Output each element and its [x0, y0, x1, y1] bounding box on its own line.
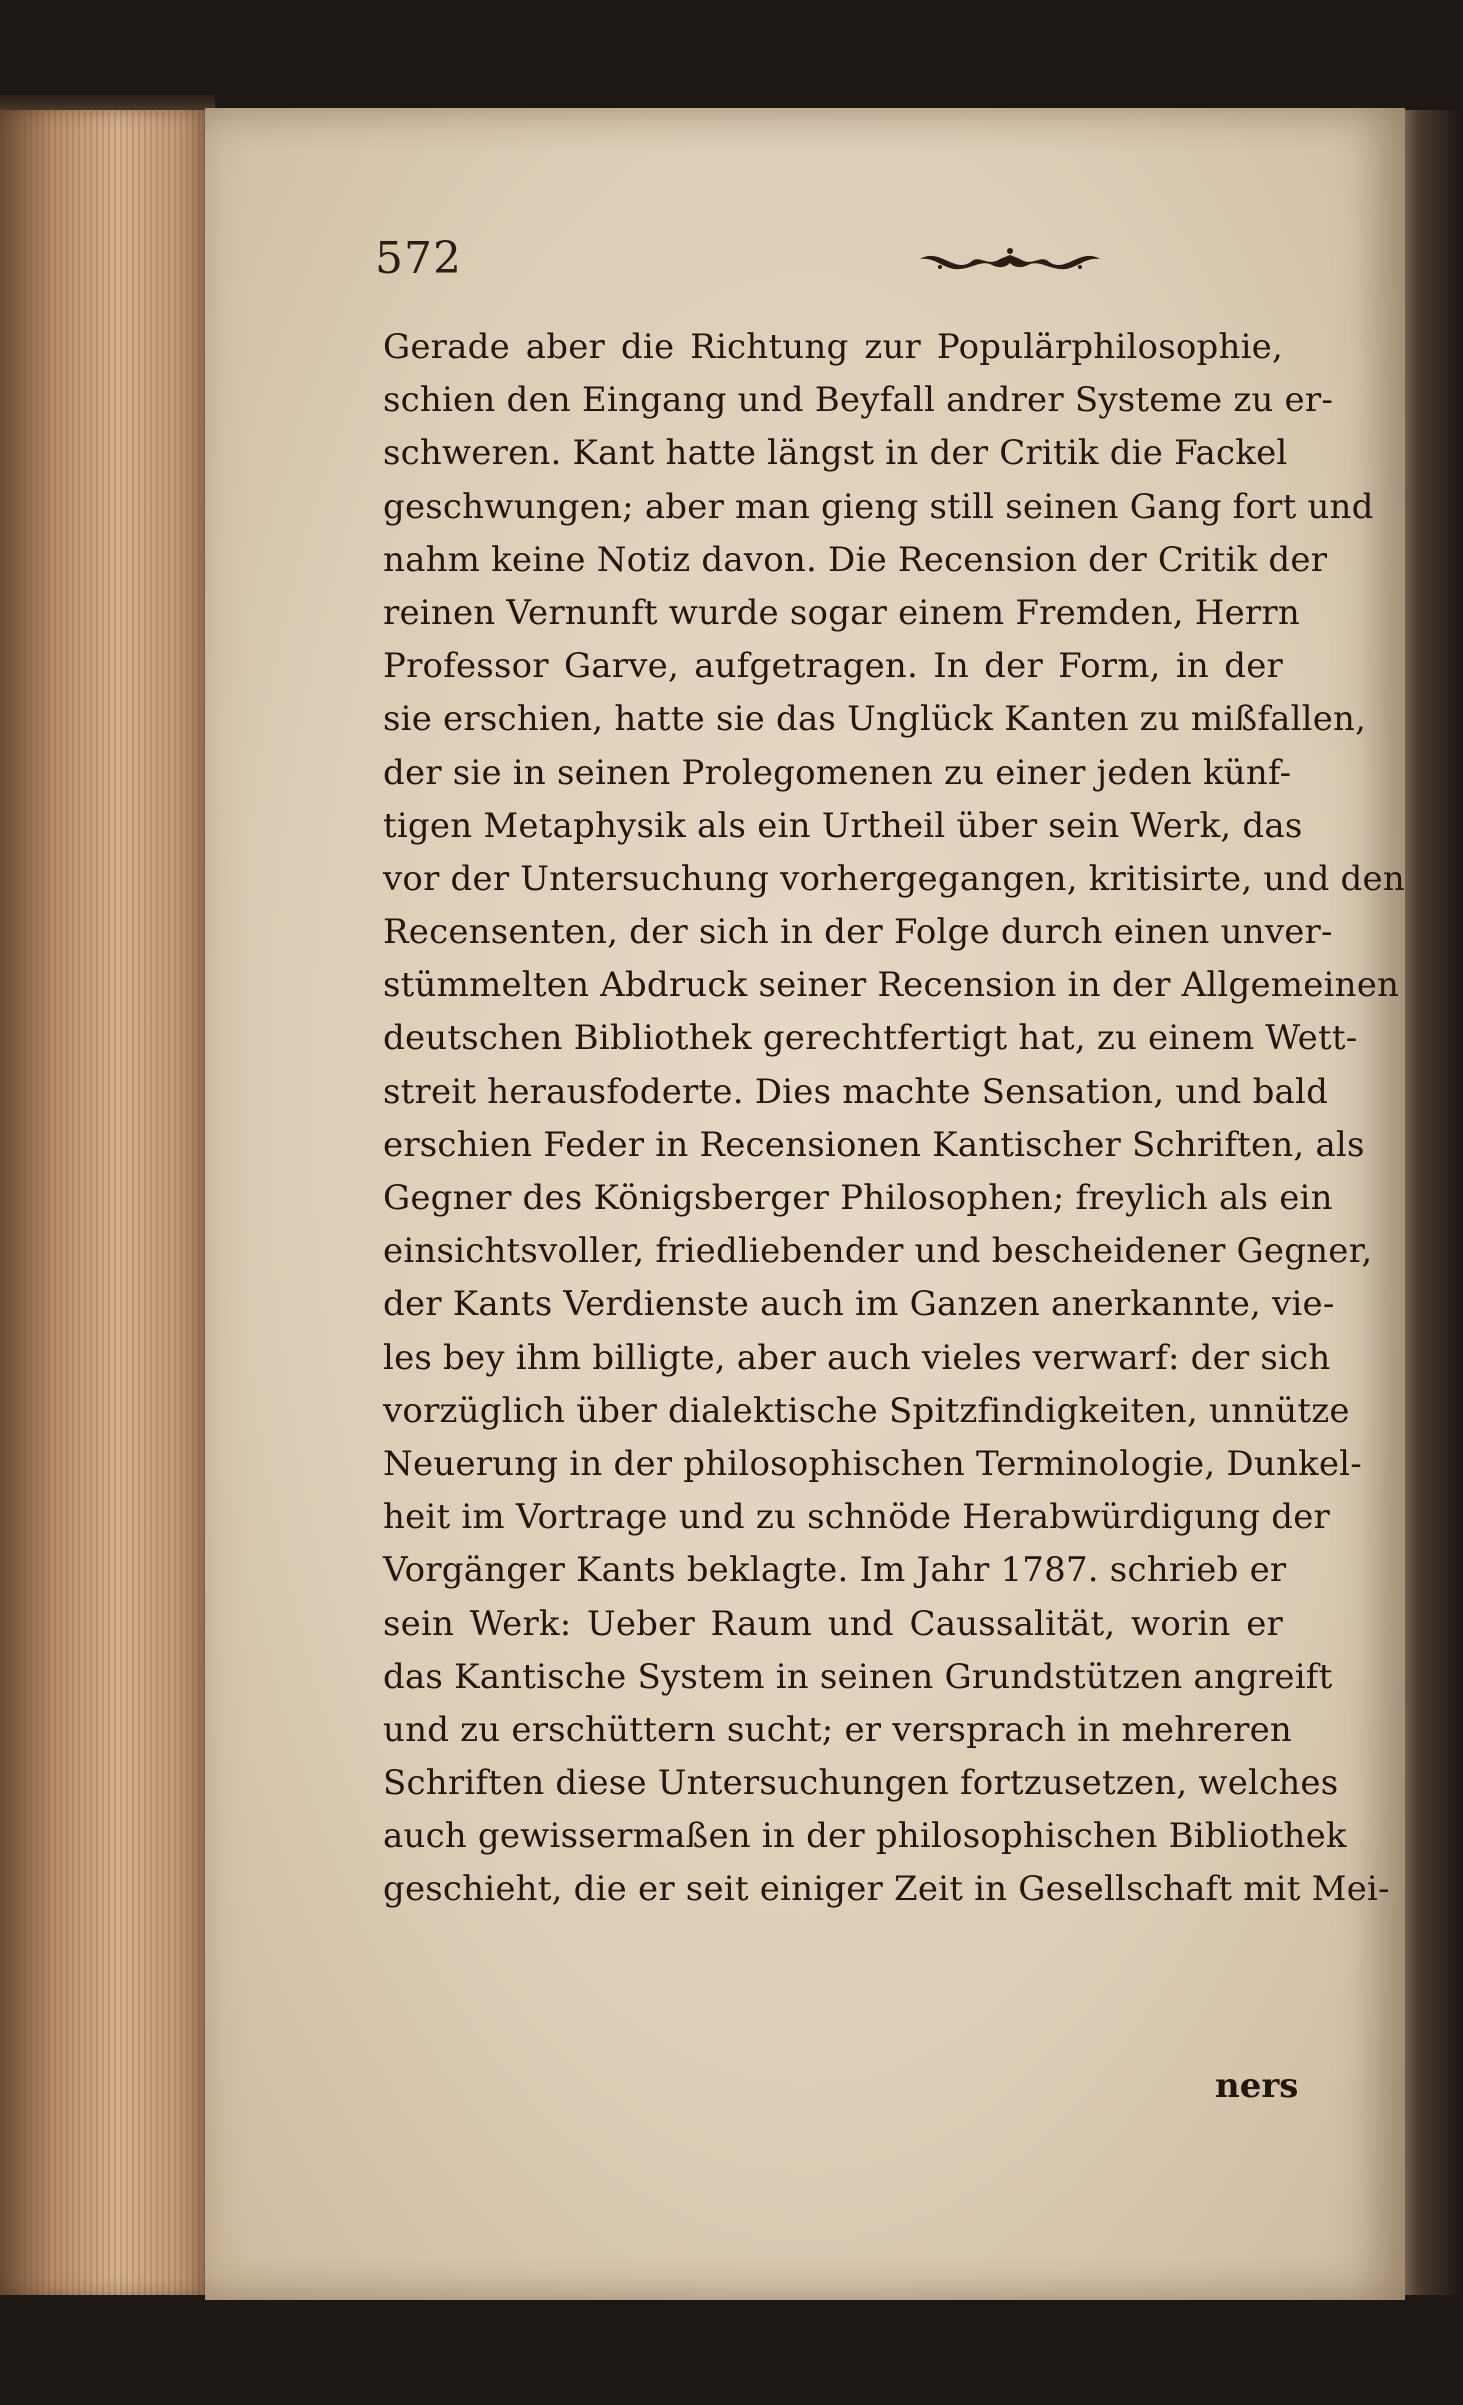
page-block-edges: [0, 110, 215, 2295]
text-line: deutschen Bibliothek gerechtfertigt hat, zu einem Wett-: [383, 1018, 1358, 1059]
text-line: sie erschien, hatte sie das Unglück Kanten zu mißfallen,: [383, 699, 1367, 740]
ornament-icon: [910, 237, 1110, 287]
text-line: heit im Vortrage und zu schnöde Herabwürdigung der: [383, 1497, 1330, 1538]
text-line: das Kantische System in seinen Grundstützen angreift: [383, 1656, 1333, 1697]
text-line: Neuerung in der philosophischen Terminologie, Dunkel-: [383, 1443, 1362, 1484]
text-line: schweren. Kant hatte längst in der Critik die Fackel: [383, 433, 1288, 474]
text-line: tigen Metaphysik als ein Urtheil über sein Werk, das: [383, 805, 1303, 846]
text-line: erschien Feder in Recensionen Kantischer Schriften, als: [383, 1124, 1365, 1165]
binding-gutter: [1395, 110, 1463, 2295]
text-line: der sie in seinen Prolegomenen zu einer jeden künf-: [383, 752, 1292, 793]
text-line: vor der Untersuchung vorhergegangen, kritisirte, und den: [383, 858, 1405, 899]
text-line: der Kants Verdienste auch im Ganzen anerkannte, vie-: [383, 1284, 1335, 1325]
text-line: geschwungen; aber man gieng still seinen Gang fort und: [383, 486, 1374, 527]
page-number: 572: [375, 233, 462, 284]
page-header: [375, 233, 1275, 303]
body-text: [383, 321, 1405, 1917]
text-line: und zu erschüttern sucht; er versprach in mehreren: [383, 1709, 1292, 1750]
text-line: reinen Vernunft wurde sogar einem Fremden, Herrn: [383, 592, 1300, 633]
book-page: [205, 108, 1405, 2300]
text-line: Gerade aber die Richtung zur Populärphilosophie,: [383, 327, 1283, 367]
text-line: schien den Eingang und Beyfall andrer Systeme zu er-: [383, 380, 1334, 421]
text-line: sein Werk: Ueber Raum und Caussalität, worin er: [383, 1603, 1283, 1644]
text-line: stümmelten Abdruck seiner Recension in der Allgemeinen: [383, 965, 1400, 1006]
text-line: Recensenten, der sich in der Folge durch einen unver-: [383, 912, 1333, 953]
text-line: nahm keine Notiz davon. Die Recension der Critik der: [383, 539, 1328, 580]
text-line: geschieht, die er seit einiger Zeit in Gesellschaft mit Mei-: [383, 1869, 1390, 1910]
text-line: vorzüglich über dialektische Spitzfindigkeiten, unnütze: [383, 1390, 1350, 1431]
text-line: Schriften diese Untersuchungen fortzusetzen, welches: [383, 1763, 1339, 1804]
text-line: einsichtsvoller, friedliebender und bescheidener Gegner,: [383, 1231, 1373, 1272]
text-line: auch gewissermaßen in der philosophischen Bibliothek: [383, 1816, 1347, 1857]
text-line: les bey ihm billigte, aber auch vieles verwarf: der sich: [383, 1337, 1331, 1378]
text-line: streit herausfoderte. Dies machte Sensation, und bald: [383, 1071, 1329, 1112]
catchword: ners: [1215, 2066, 1299, 2106]
text-line: Vorgänger Kants beklagte. Im Jahr 1787. schrieb er: [383, 1550, 1287, 1591]
text-line: Professor Garve, aufgetragen. In der Form, in der: [383, 646, 1283, 687]
text-line: Gegner des Königsberger Philosophen; freylich als ein: [383, 1178, 1333, 1218]
